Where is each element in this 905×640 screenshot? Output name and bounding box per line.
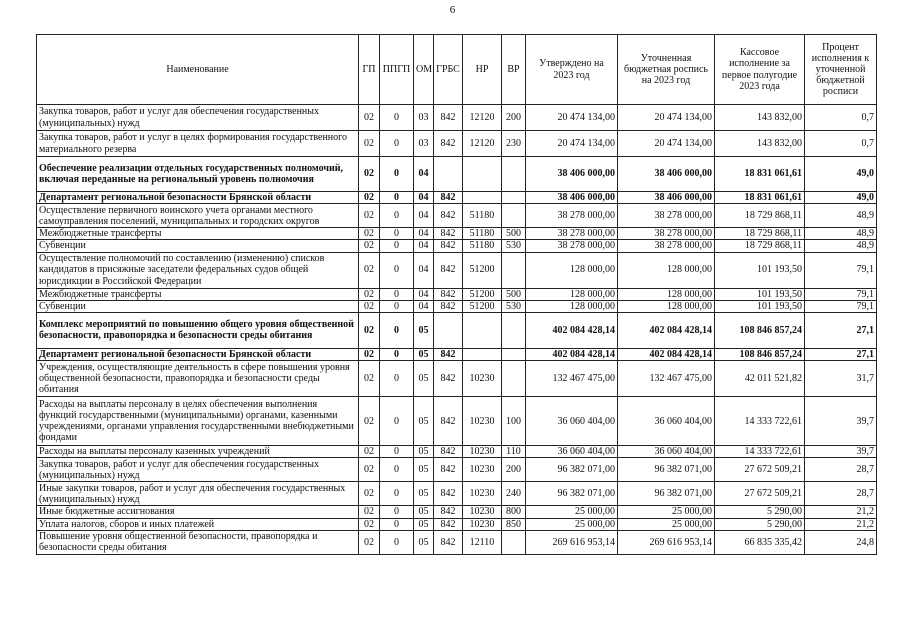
table-cell-ppgp: 0	[380, 240, 414, 252]
table-cell-vr	[502, 312, 526, 348]
table-cell-nr: 10230	[463, 482, 502, 506]
table-cell-om: 05	[414, 458, 434, 482]
table-row	[37, 157, 877, 192]
table-cell-cash: 108 846 857,24	[715, 348, 805, 360]
table-cell-vr: 200	[502, 105, 526, 131]
table-cell-cash: 143 832,00	[715, 105, 805, 131]
table-cell-cash: 18 831 061,61	[715, 192, 805, 204]
table-cell-vr	[502, 204, 526, 228]
table-cell-gp: 02	[359, 105, 380, 131]
table-row	[37, 482, 877, 506]
table-cell-nr: 12120	[463, 131, 502, 157]
table-row	[37, 300, 877, 312]
table-cell-ppgp: 0	[380, 131, 414, 157]
table-cell-grbs: 842	[434, 348, 463, 360]
table-cell-percent: 39,7	[805, 446, 877, 458]
header-percent: Процент исполнения к уточненной бюджетной росписи	[805, 35, 877, 105]
table-cell-approved: 36 060 404,00	[526, 446, 618, 458]
table-cell-nr: 10230	[463, 446, 502, 458]
table-cell-nr	[463, 312, 502, 348]
table-cell-name: Учреждения, осуществляющие деятельность в сфере повышения уровня общественной безопасности, правопорядка и безопасности среды обитания	[37, 361, 359, 397]
table-cell-cash: 14 333 722,61	[715, 446, 805, 458]
table-cell-vr: 500	[502, 288, 526, 300]
table-cell-percent: 48,9	[805, 204, 877, 228]
table-cell-vr	[502, 192, 526, 204]
table-cell-vr: 500	[502, 228, 526, 240]
table-cell-gp: 02	[359, 446, 380, 458]
table-cell-refined: 128 000,00	[618, 252, 715, 288]
table-cell-vr	[502, 348, 526, 360]
table-cell-percent: 0,7	[805, 131, 877, 157]
header-approved: Утверждено на 2023 год	[526, 35, 618, 105]
table-cell-grbs: 842	[434, 105, 463, 131]
table-cell-om: 04	[414, 288, 434, 300]
table-cell-nr: 51200	[463, 252, 502, 288]
table-cell-grbs: 842	[434, 204, 463, 228]
table-cell-name: Осуществление полномочий по составлению (изменению) списков кандидатов в присяжные заседатели федеральных судов общей юрисдикции в Российской Федерации	[37, 252, 359, 288]
table-cell-cash: 18 831 061,61	[715, 157, 805, 192]
table-cell-om: 03	[414, 131, 434, 157]
table-cell-gp: 02	[359, 518, 380, 530]
table-cell-refined: 402 084 428,14	[618, 312, 715, 348]
header-gp: ГП	[359, 35, 380, 105]
table-cell-name: Расходы на выплаты персоналу в целях обеспечения выполнения функций государственными (муниципальными) органами, казенными учреждениями, органами управления государственными внебюджетными фондами	[37, 397, 359, 446]
table-cell-grbs: 842	[434, 252, 463, 288]
table-cell-grbs: 842	[434, 240, 463, 252]
table-cell-approved: 36 060 404,00	[526, 397, 618, 446]
table-cell-ppgp: 0	[380, 482, 414, 506]
table-cell-percent: 0,7	[805, 105, 877, 131]
table-cell-percent: 79,1	[805, 300, 877, 312]
table-row	[37, 312, 877, 348]
table-cell-vr: 240	[502, 482, 526, 506]
table-cell-percent: 31,7	[805, 361, 877, 397]
table-cell-cash: 27 672 509,21	[715, 458, 805, 482]
table-cell-percent: 24,8	[805, 530, 877, 554]
table-cell-om: 04	[414, 300, 434, 312]
header-grbs: ГРБС	[434, 35, 463, 105]
table-cell-cash: 42 011 521,82	[715, 361, 805, 397]
table-cell-refined: 25 000,00	[618, 506, 715, 518]
table-cell-percent: 28,7	[805, 482, 877, 506]
table-cell-gp: 02	[359, 348, 380, 360]
table-cell-name: Субвенции	[37, 240, 359, 252]
table-cell-om: 05	[414, 312, 434, 348]
table-cell-refined: 38 406 000,00	[618, 192, 715, 204]
table-cell-nr: 10230	[463, 397, 502, 446]
table-cell-name: Осуществление первичного воинского учета органами местного самоуправления поселений, муниципальных и городских округов	[37, 204, 359, 228]
table-cell-om: 05	[414, 361, 434, 397]
table-cell-refined: 38 278 000,00	[618, 204, 715, 228]
table-cell-approved: 128 000,00	[526, 252, 618, 288]
table-cell-name: Обеспечение реализации отдельных государственных полномочий, включая переданные на региональный уровень полномочия	[37, 157, 359, 192]
table-cell-grbs	[434, 157, 463, 192]
table-cell-cash: 101 193,50	[715, 288, 805, 300]
table-cell-cash: 18 729 868,11	[715, 228, 805, 240]
table-cell-refined: 36 060 404,00	[618, 446, 715, 458]
header-om: ОМ	[414, 35, 434, 105]
table-cell-percent: 48,9	[805, 228, 877, 240]
table-row	[37, 506, 877, 518]
table-cell-cash: 18 729 868,11	[715, 240, 805, 252]
header-ppgp: ППГП	[380, 35, 414, 105]
table-cell-percent: 21,2	[805, 518, 877, 530]
table-row	[37, 361, 877, 397]
table-cell-grbs: 842	[434, 446, 463, 458]
table-cell-name: Закупка товаров, работ и услуг для обеспечения государственных (муниципальных) нужд	[37, 458, 359, 482]
table-cell-refined: 20 474 134,00	[618, 131, 715, 157]
table-cell-vr: 110	[502, 446, 526, 458]
table-cell-nr: 51180	[463, 240, 502, 252]
table-cell-gp: 02	[359, 458, 380, 482]
table-cell-percent: 49,0	[805, 192, 877, 204]
table-cell-om: 05	[414, 446, 434, 458]
table-body	[37, 105, 877, 555]
table-cell-gp: 02	[359, 252, 380, 288]
table-cell-name: Закупка товаров, работ и услуг для обеспечения государственных (муниципальных) нужд	[37, 105, 359, 131]
table-cell-percent: 79,1	[805, 288, 877, 300]
table-cell-vr: 530	[502, 240, 526, 252]
table-cell-nr	[463, 348, 502, 360]
table-cell-refined: 38 278 000,00	[618, 240, 715, 252]
table-cell-ppgp: 0	[380, 157, 414, 192]
table-cell-grbs: 842	[434, 361, 463, 397]
table-cell-grbs: 842	[434, 458, 463, 482]
table-cell-vr: 230	[502, 131, 526, 157]
table-cell-grbs: 842	[434, 131, 463, 157]
header-refined: Уточненная бюджетная роспись на 2023 год	[618, 35, 715, 105]
table-cell-refined: 128 000,00	[618, 300, 715, 312]
table-cell-approved: 38 406 000,00	[526, 157, 618, 192]
table-cell-approved: 20 474 134,00	[526, 105, 618, 131]
table-cell-nr	[463, 157, 502, 192]
table-cell-name: Комплекс мероприятий по повышению общего уровня общественной безопасности, правопорядка и безопасности среды обитания	[37, 312, 359, 348]
table-cell-grbs: 842	[434, 192, 463, 204]
table-cell-name: Межбюджетные трансферты	[37, 288, 359, 300]
table-cell-ppgp: 0	[380, 192, 414, 204]
table-cell-approved: 38 278 000,00	[526, 240, 618, 252]
budget-table	[36, 34, 877, 555]
table-cell-percent: 49,0	[805, 157, 877, 192]
table-row	[37, 288, 877, 300]
table-cell-cash: 5 290,00	[715, 506, 805, 518]
table-cell-refined: 38 406 000,00	[618, 157, 715, 192]
table-cell-cash: 66 835 335,42	[715, 530, 805, 554]
table-row	[37, 105, 877, 131]
table-cell-nr: 12120	[463, 105, 502, 131]
table-cell-ppgp: 0	[380, 300, 414, 312]
table-cell-ppgp: 0	[380, 288, 414, 300]
table-cell-grbs: 842	[434, 506, 463, 518]
table-cell-gp: 02	[359, 228, 380, 240]
table-cell-approved: 128 000,00	[526, 288, 618, 300]
table-cell-refined: 402 084 428,14	[618, 348, 715, 360]
table-row	[37, 204, 877, 228]
table-cell-vr	[502, 530, 526, 554]
table-cell-percent: 27,1	[805, 312, 877, 348]
table-cell-ppgp: 0	[380, 361, 414, 397]
header-vr: ВР	[502, 35, 526, 105]
table-cell-cash: 5 290,00	[715, 518, 805, 530]
table-cell-nr: 10230	[463, 518, 502, 530]
table-cell-approved: 402 084 428,14	[526, 312, 618, 348]
table-cell-ppgp: 0	[380, 105, 414, 131]
table-cell-ppgp: 0	[380, 518, 414, 530]
table-cell-grbs: 842	[434, 530, 463, 554]
table-cell-om: 04	[414, 192, 434, 204]
table-cell-om: 04	[414, 240, 434, 252]
table-cell-name: Субвенции	[37, 300, 359, 312]
table-cell-gp: 02	[359, 131, 380, 157]
table-cell-percent: 28,7	[805, 458, 877, 482]
table-cell-refined: 96 382 071,00	[618, 482, 715, 506]
table-cell-nr	[463, 192, 502, 204]
table-cell-om: 05	[414, 518, 434, 530]
table-cell-ppgp: 0	[380, 530, 414, 554]
table-row	[37, 348, 877, 360]
table-cell-name: Закупка товаров, работ и услуг в целях формирования государственного материального резерва	[37, 131, 359, 157]
table-cell-cash: 18 729 868,11	[715, 204, 805, 228]
table-cell-om: 04	[414, 157, 434, 192]
table-cell-gp: 02	[359, 300, 380, 312]
table-cell-vr: 100	[502, 397, 526, 446]
table-cell-nr: 10230	[463, 506, 502, 518]
table-cell-vr: 200	[502, 458, 526, 482]
table-cell-vr	[502, 157, 526, 192]
table-cell-ppgp: 0	[380, 204, 414, 228]
table-cell-gp: 02	[359, 506, 380, 518]
table-cell-approved: 269 616 953,14	[526, 530, 618, 554]
table-cell-refined: 96 382 071,00	[618, 458, 715, 482]
table-cell-cash: 101 193,50	[715, 252, 805, 288]
table-cell-approved: 25 000,00	[526, 506, 618, 518]
table-cell-percent: 27,1	[805, 348, 877, 360]
table-cell-om: 05	[414, 397, 434, 446]
table-cell-name: Иные бюджетные ассигнования	[37, 506, 359, 518]
table-cell-approved: 38 278 000,00	[526, 204, 618, 228]
table-cell-om: 03	[414, 105, 434, 131]
table-cell-name: Повышение уровня общественной безопасности, правопорядка и безопасности среды обитания	[37, 530, 359, 554]
table-cell-refined: 20 474 134,00	[618, 105, 715, 131]
table-cell-grbs: 842	[434, 397, 463, 446]
table-row	[37, 458, 877, 482]
table-cell-approved: 38 406 000,00	[526, 192, 618, 204]
table-cell-ppgp: 0	[380, 252, 414, 288]
table-cell-ppgp: 0	[380, 506, 414, 518]
table-cell-gp: 02	[359, 530, 380, 554]
table-header-row	[37, 35, 877, 105]
table-cell-gp: 02	[359, 288, 380, 300]
page-number: 6	[449, 4, 456, 16]
table-cell-grbs: 842	[434, 228, 463, 240]
table-row	[37, 131, 877, 157]
table-cell-refined: 132 467 475,00	[618, 361, 715, 397]
table-cell-name: Расходы на выплаты персоналу казенных учреждений	[37, 446, 359, 458]
table-cell-cash: 101 193,50	[715, 300, 805, 312]
table-cell-nr: 10230	[463, 361, 502, 397]
table-cell-refined: 269 616 953,14	[618, 530, 715, 554]
table-cell-gp: 02	[359, 157, 380, 192]
table-cell-ppgp: 0	[380, 228, 414, 240]
table-cell-vr	[502, 361, 526, 397]
table-cell-grbs: 842	[434, 288, 463, 300]
table-cell-om: 04	[414, 252, 434, 288]
table-cell-om: 04	[414, 204, 434, 228]
table-cell-vr: 850	[502, 518, 526, 530]
table-cell-name: Межбюджетные трансферты	[37, 228, 359, 240]
table-cell-nr: 10230	[463, 458, 502, 482]
table-cell-grbs: 842	[434, 518, 463, 530]
table-cell-om: 04	[414, 228, 434, 240]
table-row	[37, 252, 877, 288]
table-row	[37, 518, 877, 530]
table-cell-grbs: 842	[434, 300, 463, 312]
table-cell-approved: 38 278 000,00	[526, 228, 618, 240]
table-cell-gp: 02	[359, 397, 380, 446]
table-cell-cash: 27 672 509,21	[715, 482, 805, 506]
table-cell-approved: 25 000,00	[526, 518, 618, 530]
table-cell-gp: 02	[359, 192, 380, 204]
table-cell-approved: 20 474 134,00	[526, 131, 618, 157]
table-cell-nr: 51200	[463, 288, 502, 300]
table-cell-approved: 402 084 428,14	[526, 348, 618, 360]
table-cell-gp: 02	[359, 240, 380, 252]
table-cell-vr: 800	[502, 506, 526, 518]
table-cell-percent: 21,2	[805, 506, 877, 518]
table-cell-refined: 25 000,00	[618, 518, 715, 530]
table-cell-om: 05	[414, 482, 434, 506]
table-cell-vr	[502, 252, 526, 288]
table-row	[37, 192, 877, 204]
table-cell-refined: 36 060 404,00	[618, 397, 715, 446]
table-cell-percent: 48,9	[805, 240, 877, 252]
table-cell-nr: 51180	[463, 228, 502, 240]
table-cell-gp: 02	[359, 482, 380, 506]
table-cell-grbs	[434, 312, 463, 348]
table-cell-name: Иные закупки товаров, работ и услуг для обеспечения государственных (муниципальных) нужд	[37, 482, 359, 506]
table-row	[37, 530, 877, 554]
table-row	[37, 446, 877, 458]
table-cell-ppgp: 0	[380, 446, 414, 458]
table-cell-approved: 128 000,00	[526, 300, 618, 312]
table-cell-percent: 39,7	[805, 397, 877, 446]
table-cell-approved: 96 382 071,00	[526, 458, 618, 482]
table-cell-refined: 128 000,00	[618, 288, 715, 300]
table-cell-refined: 38 278 000,00	[618, 228, 715, 240]
table-cell-percent: 79,1	[805, 252, 877, 288]
table-cell-cash: 143 832,00	[715, 131, 805, 157]
table-row	[37, 240, 877, 252]
header-nr: НР	[463, 35, 502, 105]
table-row	[37, 397, 877, 446]
table-cell-gp: 02	[359, 204, 380, 228]
table-cell-approved: 132 467 475,00	[526, 361, 618, 397]
table-cell-grbs: 842	[434, 482, 463, 506]
table-cell-om: 05	[414, 530, 434, 554]
table-cell-cash: 14 333 722,61	[715, 397, 805, 446]
table-cell-vr: 530	[502, 300, 526, 312]
header-cash: Кассовое исполнение за первое полугодие 2023 года	[715, 35, 805, 105]
table-cell-ppgp: 0	[380, 312, 414, 348]
table-cell-om: 05	[414, 348, 434, 360]
table-cell-ppgp: 0	[380, 458, 414, 482]
table-cell-nr: 51180	[463, 204, 502, 228]
table-cell-nr: 51200	[463, 300, 502, 312]
table-cell-om: 05	[414, 506, 434, 518]
table-cell-name: Департамент региональной безопасности Брянской области	[37, 348, 359, 360]
table-cell-ppgp: 0	[380, 348, 414, 360]
table-cell-cash: 108 846 857,24	[715, 312, 805, 348]
table-row	[37, 228, 877, 240]
table-cell-name: Уплата налогов, сборов и иных платежей	[37, 518, 359, 530]
table-cell-nr: 12110	[463, 530, 502, 554]
table-cell-ppgp: 0	[380, 397, 414, 446]
table-cell-gp: 02	[359, 361, 380, 397]
table-cell-gp: 02	[359, 312, 380, 348]
table-cell-name: Департамент региональной безопасности Брянской области	[37, 192, 359, 204]
table-cell-approved: 96 382 071,00	[526, 482, 618, 506]
header-name: Наименование	[37, 35, 359, 105]
